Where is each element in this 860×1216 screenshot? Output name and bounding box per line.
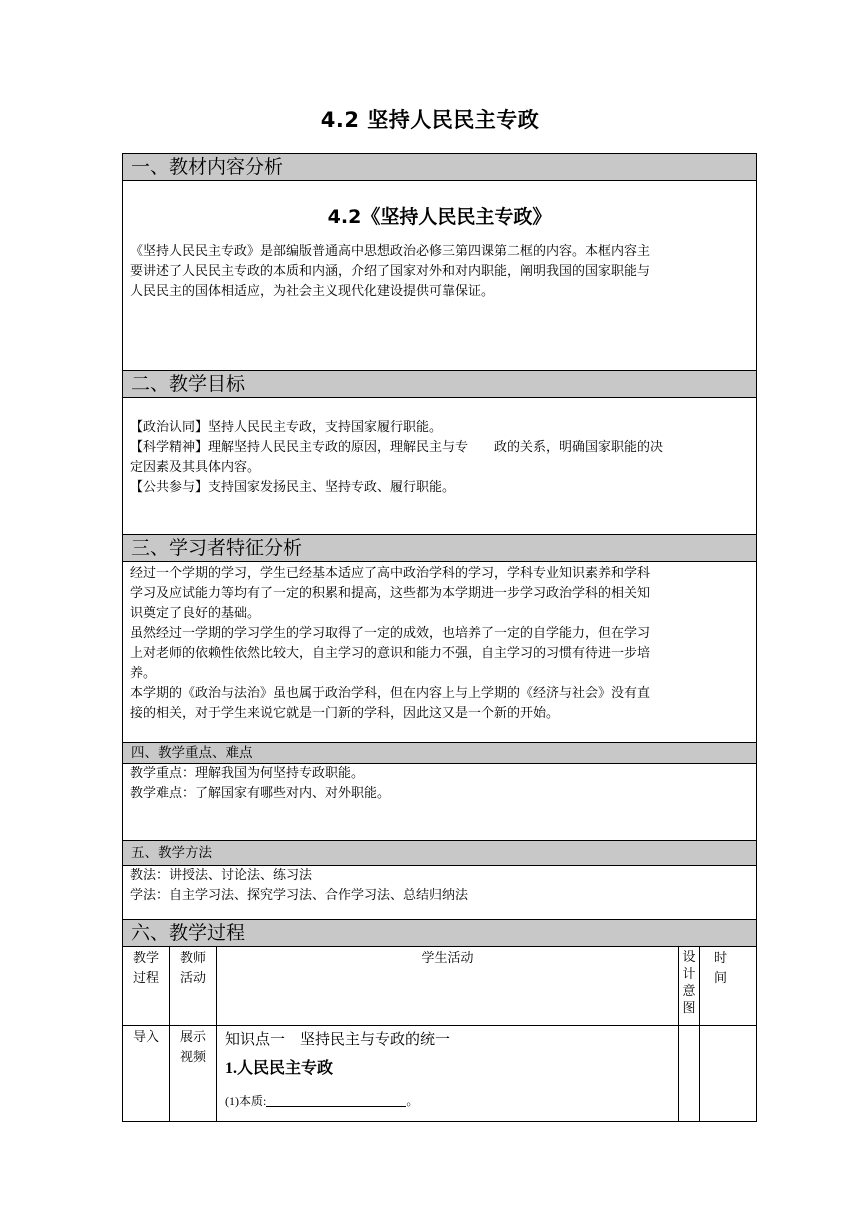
cell-design-intent <box>679 1025 700 1121</box>
section-key-points <box>123 764 756 841</box>
section-header-content-analysis: 一、教材内容分析 <box>123 154 756 181</box>
section-header-methods: 五、教学方法 <box>123 841 756 866</box>
section-objectives <box>123 418 756 535</box>
table-row <box>123 1025 756 1121</box>
lesson-plan-table <box>122 153 757 1122</box>
answer-blank <box>266 1093 406 1107</box>
difficulty-line: 教学难点：了解国家有哪些对内、对外职能。 <box>130 786 391 801</box>
objective-line: 定因素及其具体内容。 <box>130 460 261 475</box>
objective-line: 【公共参与】支持国家发扬民主、坚持专政、履行职能。 <box>130 480 456 495</box>
col-process <box>123 947 170 1025</box>
teaching-method-line: 教法：讲授法、讨论法、练习法 <box>130 868 313 883</box>
section-learner-analysis <box>123 564 756 743</box>
paragraph-line: 虽然经过一学期的学习学生的学习取得了一定的成效，也培养了一定的自学能力，但在学习 <box>130 626 651 641</box>
section-header-objectives: 二、教学目标 <box>123 371 756 398</box>
section-content-analysis <box>123 203 756 371</box>
paragraph-line: 接的相关，对于学生来说它就是一门新的学科，因此这又是一个新的开始。 <box>130 706 560 721</box>
col-student: 学生活动 <box>217 947 679 1025</box>
cell-process: 导入 <box>123 1025 170 1121</box>
section-methods <box>123 866 756 920</box>
col-design-intent <box>679 947 700 1025</box>
col-teacher-label: 活动 <box>179 971 206 986</box>
section-header-learner-analysis: 三、学习者特征分析 <box>123 535 756 562</box>
lesson-subtitle: 4.2《坚持人民民主专政》 <box>327 206 552 228</box>
col-design-label: 设 <box>682 950 696 965</box>
cell-student-activity <box>217 1025 679 1121</box>
knowledge-point-title: 知识点一 坚持民主与专政的统一 <box>225 1029 451 1048</box>
col-time-label: 时 <box>714 951 728 966</box>
knowledge-point-subtitle: 1.人民民主专政 <box>225 1059 334 1077</box>
col-process-label: 过程 <box>132 971 159 986</box>
process-table-header-row <box>123 947 756 1025</box>
section-header-key-points: 四、教学重点、难点 <box>123 743 756 764</box>
paragraph-line: 学习及应试能力等均有了一定的积累和提高，这些都为本学期进一步学习政治学科的相关知 <box>130 586 651 601</box>
cell-teacher-activity <box>170 1025 217 1121</box>
question-end: 。 <box>406 1093 419 1108</box>
col-teacher-label: 教师 <box>179 951 206 966</box>
cell-time <box>700 1025 757 1121</box>
learning-method-line: 学法：自主学习法、探究学习法、合作学习法、总结归纳法 <box>130 888 469 903</box>
question-label: (1)本质: <box>225 1093 267 1108</box>
objective-line: 【政治认同】坚持人民民主专政，支持国家履行职能。 <box>130 420 443 435</box>
col-teacher <box>170 947 217 1025</box>
process-table <box>123 947 756 1121</box>
col-time <box>700 947 757 1025</box>
col-design-label: 意 <box>682 984 696 999</box>
col-process-label: 教学 <box>132 951 159 966</box>
paragraph-line: 人民民主的国体相适应，为社会主义现代化建设提供可靠保证。 <box>130 284 495 299</box>
section-header-process: 六、教学过程 <box>123 920 756 947</box>
paragraph-line: 经过一个学期的学习，学生已经基本适应了高中政治学科的学习，学科专业知识素养和学科 <box>130 566 651 581</box>
col-design-label: 图 <box>682 1001 696 1016</box>
paragraph-line: 本学期的《政治与法治》虽也属于政治学科，但在内容上与上学期的《经济与社会》没有直 <box>130 686 651 701</box>
document-title: 4.2 坚持人民民主专政 <box>320 108 540 132</box>
cell-teacher-text: 展示 <box>179 1029 206 1045</box>
fill-blank-question <box>225 1091 678 1111</box>
paragraph-line: 识奠定了良好的基础。 <box>130 606 261 621</box>
col-time-label: 间 <box>714 971 728 986</box>
paragraph-line: 上对老师的依赖性依然比较大，自主学习的意识和能力不强，自主学习的习惯有待进一步培 <box>130 646 651 661</box>
cell-teacher-text: 视频 <box>179 1049 206 1065</box>
paragraph-line: 要讲述了人民民主专政的本质和内涵，介绍了国家对外和对内职能，阐明我国的国家职能与 <box>130 264 651 279</box>
col-design-label: 计 <box>682 967 696 982</box>
key-point-line: 教学重点：理解我国为何坚持专政职能。 <box>130 766 365 781</box>
objective-line: 【科学精神】理解坚持人民民主专政的原因，理解民主与专 政的关系，明确国家职能的决 <box>130 440 664 455</box>
paragraph-line: 养。 <box>130 666 157 681</box>
paragraph-line: 《坚持人民民主专政》是部编版普通高中思想政治必修三第四课第二框的内容。本框内容主 <box>130 244 651 259</box>
